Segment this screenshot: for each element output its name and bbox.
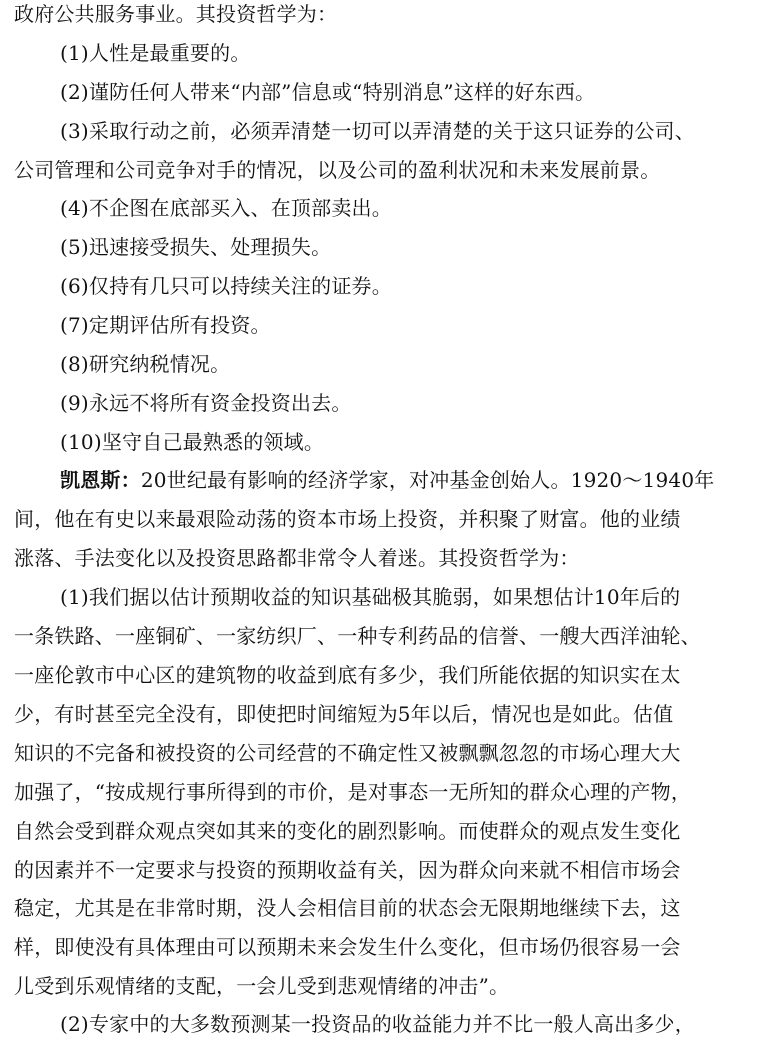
text-line <box>14 972 509 1000</box>
text-line <box>14 739 681 767</box>
text-line <box>14 700 673 728</box>
line-text: 公司管理和公司竞争对手的情况，以及公司的盈利状况和未来发展前景。 <box>14 158 661 182</box>
text-line <box>60 272 392 300</box>
text-line <box>60 311 271 339</box>
text-line <box>60 428 324 456</box>
text-line <box>14 778 691 806</box>
line-text: 间，他在有史以来最艰险动荡的资本市场上投资，并积聚了财富。他的业绩 <box>14 507 681 531</box>
text-line <box>14 622 701 650</box>
text-line <box>60 389 352 417</box>
line-text: 少，有时甚至完全没有，即使把时间缩短为5年以后，情况也是如此。估值 <box>14 702 674 726</box>
text-line <box>14 544 580 572</box>
line-text: (1)人性是最重要的。 <box>60 41 251 65</box>
line-text: 20世纪最有影响的经济学家，对冲基金创始人。1920～1940年 <box>140 468 715 492</box>
line-text: (2)谨防任何人带来“内部”信息或“特别消息”这样的好东西。 <box>60 80 596 104</box>
text-line <box>60 117 695 145</box>
text-line <box>60 233 331 261</box>
text-line <box>14 817 681 845</box>
text-line <box>14 0 337 28</box>
line-text: 一座伦敦市中心区的建筑物的收益到底有多少，我们所能依据的知识实在太 <box>14 663 681 687</box>
text-line <box>14 505 681 533</box>
line-text: (9)永远不将所有资金投资出去。 <box>60 391 352 415</box>
line-text: 儿受到乐观情绪的支配，一会儿受到悲观情绪的冲击”。 <box>14 974 510 998</box>
line-text: 涨落、手法变化以及投资思路都非常令人着迷。其投资哲学为： <box>14 546 580 570</box>
line-text: (1)我们据以估计预期收益的知识基础极其脆弱，如果想估计10年后的 <box>60 585 681 609</box>
text-line <box>60 194 392 222</box>
line-text: (3)采取行动之前，必须弄清楚一切可以弄清楚的关于这只证券的公司、 <box>60 119 695 143</box>
line-text: 稳定，尤其是在非常时期，没人会相信目前的状态会无限期地继续下去，这 <box>14 896 681 920</box>
text-line <box>60 466 714 494</box>
line-text: 的因素并不一定要求与投资的预期收益有关，因为群众向来就不相信市场会 <box>14 858 681 882</box>
line-text: 样，即使没有具体理由可以预期未来会发生什么变化，但市场仍很容易一会 <box>14 935 681 959</box>
text-line <box>60 39 251 67</box>
line-text: 知识的不完备和被投资的公司经营的不确定性又被飘飘忽忽的市场心理大大 <box>14 741 681 765</box>
line-text: (7)定期评估所有投资。 <box>60 313 271 337</box>
text-line <box>60 583 680 611</box>
text-line <box>14 894 681 922</box>
line-text: (4)不企图在底部买入、在顶部卖出。 <box>60 196 392 220</box>
bold-term: 凯恩斯： <box>60 468 141 492</box>
line-text: (2)专家中的大多数预测某一投资品的收益能力并不比一般人高出多少， <box>60 1012 695 1036</box>
line-text: (10)坚守自己最熟悉的领域。 <box>60 430 325 454</box>
line-text: (5)迅速接受损失、处理损失。 <box>60 235 332 259</box>
text-line <box>14 156 660 184</box>
text-line <box>14 661 681 689</box>
line-text: 自然会受到群众观点突如其来的变化的剧烈影响。而使群众的观点发生变化 <box>14 819 681 843</box>
line-text: 一条铁路、一座铜矿、一家纺织厂、一种专利药品的信誉、一艘大西洋油轮、 <box>14 624 701 648</box>
text-line <box>14 933 681 961</box>
line-text: 加强了，“按成规行事所得到的市价，是对事态一无所知的群众心理的产物， <box>14 780 692 804</box>
line-text: (8)研究纳税情况。 <box>60 352 231 376</box>
text-line <box>60 1010 695 1038</box>
text-line <box>14 856 681 884</box>
line-text: (6)仅持有几只可以持续关注的证券。 <box>60 274 392 298</box>
text-line <box>60 350 230 378</box>
line-text: 政府公共服务事业。其投资哲学为： <box>14 2 338 26</box>
text-line <box>60 78 595 106</box>
